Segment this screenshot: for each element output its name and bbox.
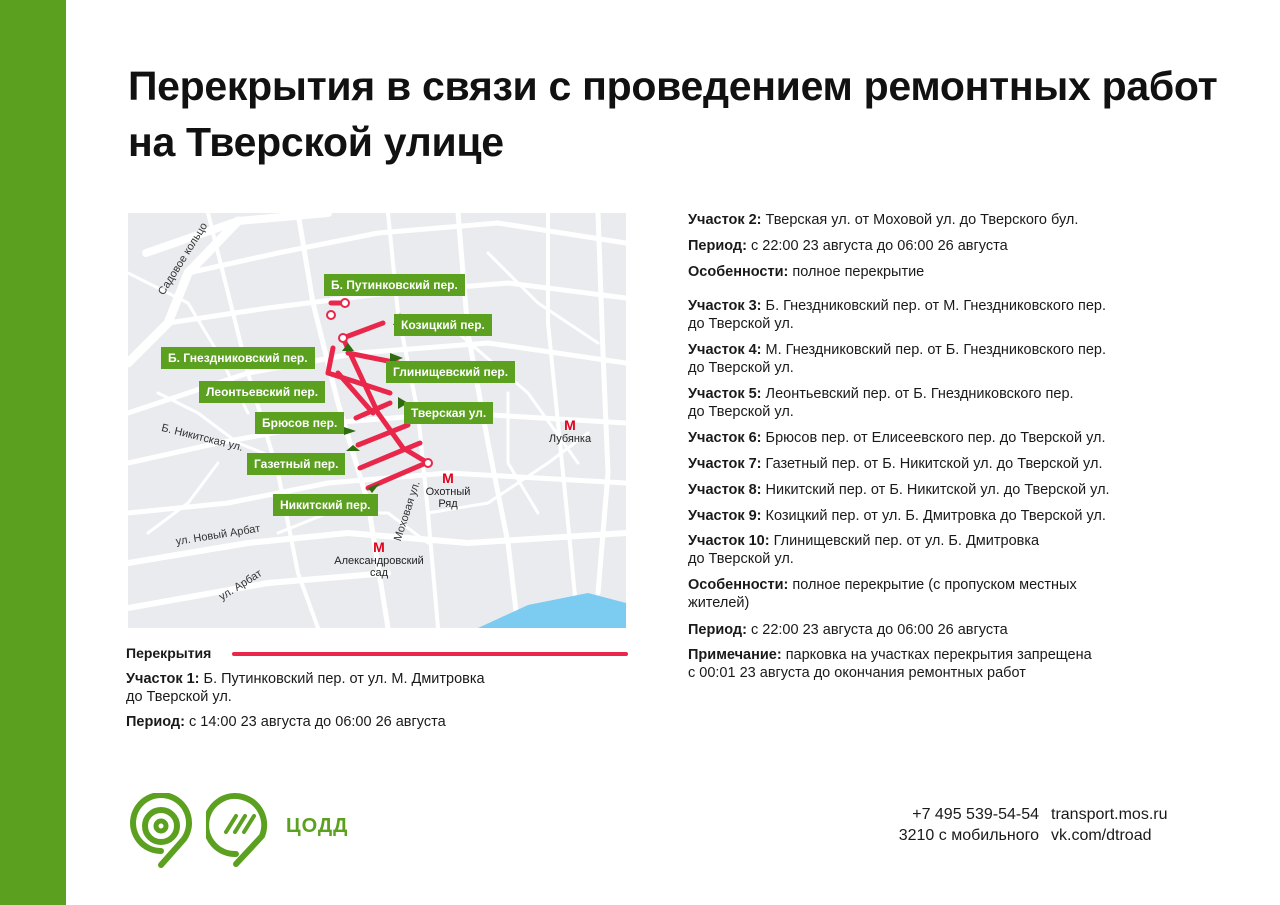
note-text-2: с 00:01 23 августа до окончания ремонтных работ: [688, 665, 1026, 681]
section-5-info: [688, 385, 1208, 421]
period-text: с 22:00 23 августа до 06:00 26 августа: [751, 238, 1008, 254]
period-label: Период:: [688, 622, 747, 638]
metro-lubyanka: [540, 418, 600, 445]
closure-map: [128, 213, 626, 628]
metro-icon: М: [564, 417, 576, 433]
metro-aleksandrovsky-label-2: сад: [369, 567, 389, 579]
features-text: полное перекрытие: [792, 264, 925, 280]
section-7-text: Газетный пер. от Б. Никитской ул. до Тверской ул.: [765, 456, 1103, 472]
section-10-features: [688, 576, 1208, 612]
metro-icon: М: [442, 470, 454, 486]
links-block: [1051, 804, 1221, 846]
section-4-text-2: до Тверской ул.: [688, 360, 794, 376]
tsodd-logo-icon: [206, 792, 276, 868]
section-9-label: Участок 9:: [688, 508, 762, 524]
section-10-info: [688, 532, 1208, 568]
features-label: Особенности:: [688, 264, 789, 280]
section-10-text-1: Глинищевский пер. от ул. Б. Дмитровка: [773, 533, 1040, 549]
section-3-text-1: Б. Гнездниковский пер. от М. Гнездниковского пер.: [765, 298, 1107, 314]
legend-closure-line: [232, 652, 628, 656]
tag-glinishchevsky: Глинищевский пер.: [386, 361, 515, 383]
period-text: с 22:00 23 августа до 06:00 26 августа: [751, 622, 1008, 638]
street-mokhovaya: Моховая ул.: [392, 479, 423, 543]
section-7-label: Участок 7:: [688, 456, 762, 472]
tag-b-putinkovsky: Б. Путинковский пер.: [324, 274, 465, 296]
green-side-bar: [0, 0, 66, 905]
section-2-text: Тверская ул. от Моховой ул. до Тверского бул.: [765, 212, 1079, 228]
org-name: ЦОДД: [286, 815, 349, 837]
section-9-text: Козицкий пер. от ул. Б. Дмитровка до Тверской ул.: [765, 508, 1106, 524]
section-5-label: Участок 5:: [688, 386, 762, 402]
section-6-label: Участок 6:: [688, 430, 762, 446]
section-4-label: Участок 4:: [688, 342, 762, 358]
metro-icon: М: [373, 539, 385, 555]
mobile-short-number: 3210 с мобильного: [898, 827, 1039, 844]
features-label: Особенности:: [688, 577, 789, 593]
section-4-info: [688, 341, 1208, 377]
page-title: Перекрытия в связи с проведением ремонтных работ на Тверской улице: [128, 63, 1218, 165]
period-text: с 14:00 23 августа до 06:00 26 августа: [189, 714, 446, 730]
section-3-info: [688, 297, 1208, 333]
section-1-text-2: до Тверской ул.: [126, 689, 232, 705]
section-8-text: Никитский пер. от Б. Никитской ул. до Тверской ул.: [765, 482, 1110, 498]
note-label: Примечание:: [688, 647, 782, 663]
section-1-period: [126, 713, 646, 731]
section-8-info: [688, 481, 1208, 499]
tag-leontievsky: Леонтьевский пер.: [199, 381, 325, 403]
features-text-2: жителей): [688, 595, 750, 611]
section-2-period: [688, 237, 1208, 255]
section-6-info: [688, 429, 1208, 447]
street-arbat: ул. Арбат: [217, 567, 265, 604]
street-noviy-arbat: ул. Новый Арбат: [175, 522, 262, 548]
section-5-text-1: Леонтьевский пер. от Б. Гнездниковского пер.: [765, 386, 1074, 402]
metro-aleksandrovsky-sad: [324, 540, 434, 579]
section-9-info: [688, 507, 1208, 525]
features-text-1: полное перекрытие (с пропуском местных: [792, 577, 1077, 593]
section-3-label: Участок 3:: [688, 298, 762, 314]
section-1-info: [126, 670, 646, 706]
street-b-nikitskaya: Б. Никитская ул.: [160, 422, 245, 454]
section-1-label: Участок 1:: [126, 671, 200, 687]
tag-b-gnezdnikovsky: Б. Гнездниковский пер.: [161, 347, 315, 369]
note-text-1: парковка на участках перекрытия запрещена: [785, 647, 1092, 663]
parking-note: [688, 646, 1208, 682]
section-5-text-2: до Тверской ул.: [688, 404, 794, 420]
tag-gazetny: Газетный пер.: [247, 453, 345, 475]
section-6-text: Брюсов пер. от Елисеевского пер. до Тверской ул.: [765, 430, 1106, 446]
tag-tverskaya: Тверская ул.: [404, 402, 493, 424]
metro-okhotny-ryad: [418, 471, 478, 510]
section-7-info: [688, 455, 1208, 473]
tag-nikitsky: Никитский пер.: [273, 494, 378, 516]
tag-bryusov: Брюсов пер.: [255, 412, 344, 434]
metro-lubyanka-label: Лубянка: [548, 433, 592, 445]
period-label: Период:: [688, 238, 747, 254]
section-8-label: Участок 8:: [688, 482, 762, 498]
section-10-label: Участок 10:: [688, 533, 770, 549]
section-10-text-2: до Тверской ул.: [688, 551, 794, 567]
moscow-transport-logo-icon: [128, 793, 194, 869]
section-10-period: [688, 621, 1208, 639]
section-4-text-1: М. Гнездниковский пер. от Б. Гнездниковского пер.: [765, 342, 1107, 358]
phone-block: [864, 804, 1039, 846]
section-2-features: [688, 263, 1208, 281]
metro-okhotny-label-1: Охотный: [425, 486, 471, 498]
section-1-text-1: Б. Путинковский пер. от ул. М. Дмитровка: [203, 671, 485, 687]
legend-label: Перекрытия: [126, 645, 212, 661]
tag-kozitsky: Козицкий пер.: [394, 314, 492, 336]
street-sadovoe-koltso: Садовое кольцо: [156, 220, 211, 298]
phone-number[interactable]: +7 495 539-54-54: [912, 806, 1039, 823]
metro-okhotny-label-2: Ряд: [438, 498, 458, 510]
section-3-text-2: до Тверской ул.: [688, 316, 794, 332]
metro-aleksandrovsky-label-1: Александровский: [334, 555, 424, 567]
site-link[interactable]: transport.mos.ru: [1051, 806, 1168, 823]
vk-link[interactable]: vk.com/dtroad: [1051, 827, 1152, 844]
period-label: Период:: [126, 714, 185, 730]
section-2-info: [688, 211, 1208, 229]
map-legend: [126, 645, 626, 663]
section-2-label: Участок 2:: [688, 212, 762, 228]
